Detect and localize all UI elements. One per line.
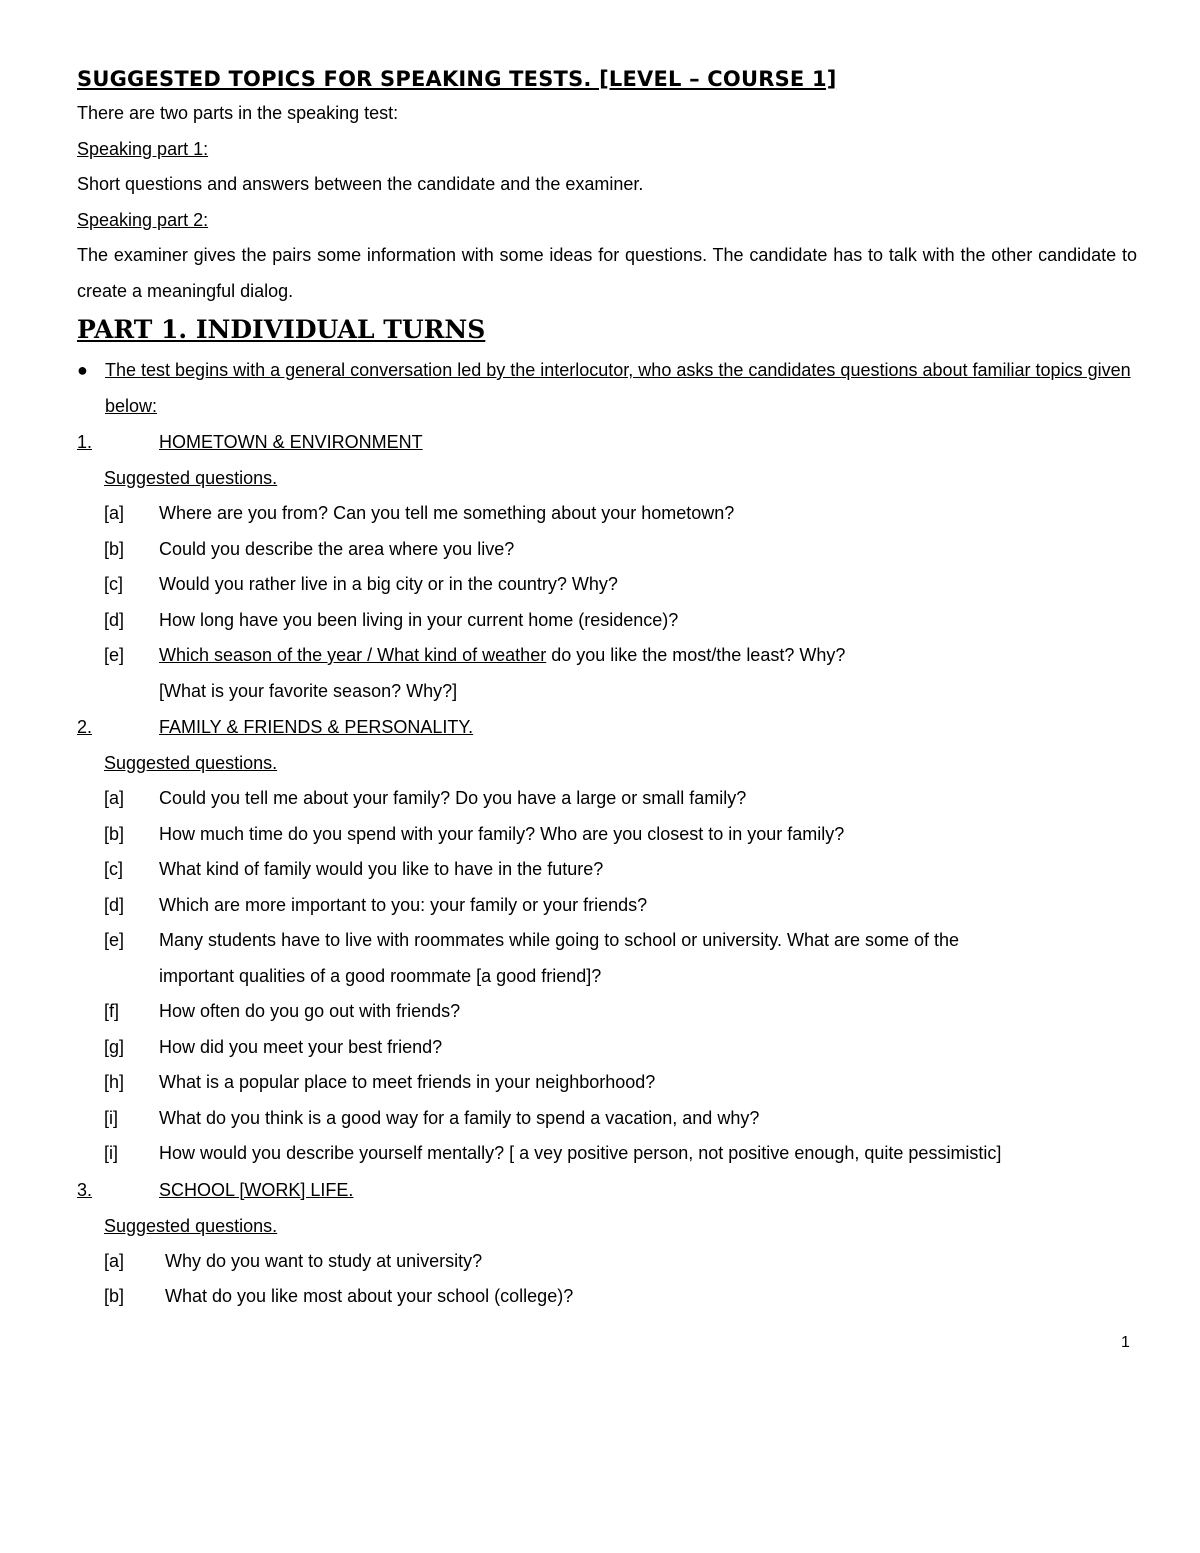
question-item: [104, 567, 1137, 603]
question-rest: do you like the most/the least? Why?: [546, 645, 846, 665]
question-item: [104, 852, 1137, 888]
question-text: Which are more important to you: your family or your friends?: [159, 894, 648, 915]
suggested-questions-label: Suggested questions.: [104, 468, 278, 488]
question-text: How often do you go out with friends?: [159, 1001, 461, 1021]
suggested-questions-label: Suggested questions.: [104, 753, 278, 773]
question-item: [104, 1030, 1137, 1066]
bullet-intro: [77, 353, 1137, 424]
question-item: [104, 923, 1137, 959]
question-text: Could you tell me about your family? Do you have a large or small family?: [159, 788, 747, 808]
question-item: [104, 781, 1137, 817]
topic-heading-3: [77, 1172, 1137, 1208]
question-item: [104, 1065, 1137, 1101]
question-item: [104, 603, 1137, 639]
question-label: [e]: [104, 930, 125, 950]
part-heading: PART 1. INDIVIDUAL TURNS: [77, 315, 486, 344]
question-label: [b]: [104, 823, 125, 844]
topic-heading-1: [77, 424, 1137, 460]
intro-text: There are two parts in the speaking test:: [77, 103, 399, 123]
question-item: [104, 496, 1137, 532]
question-continuation: important qualities of a good roommate [a good friend]?: [159, 965, 602, 986]
question-underlined-part: Which season of the year / What kind of weather: [159, 645, 547, 665]
question-text: Could you describe the area where you live?: [159, 538, 515, 559]
question-text: How much time do you spend with your family? Who are you closest to in your family?: [159, 823, 845, 844]
question-item: [104, 1279, 1137, 1315]
question-text: What do you think is a good way for a family to spend a vacation, and why?: [159, 1107, 760, 1128]
question-label: [a]: [104, 1250, 125, 1271]
question-label: [i]: [104, 1143, 119, 1163]
topic-number: 3.: [77, 1179, 93, 1200]
question-item: [104, 1136, 1137, 1172]
question-label: [i]: [104, 1107, 119, 1128]
bullet-text: The test begins with a general conversation led by the interlocutor, who asks the candidates questions about familiar topics given below:: [105, 360, 1131, 416]
bullet-icon: ●: [77, 360, 88, 380]
question-label: [g]: [104, 1036, 125, 1057]
question-text: [159, 638, 1137, 674]
question-label: [d]: [104, 609, 125, 630]
question-list-1: [77, 496, 1137, 709]
question-text: What is a popular place to meet friends in your neighborhood?: [159, 1072, 656, 1092]
question-list-2: [77, 781, 1137, 1172]
question-item: [104, 1101, 1137, 1137]
question-text: Many students have to live with roommates while going to school or university. What are some of the: [159, 930, 960, 950]
question-text: How long have you been living in your current home (residence)?: [159, 609, 679, 630]
question-label: [a]: [104, 503, 125, 523]
question-text: Where are you from? Can you tell me something about your hometown?: [159, 503, 735, 523]
topic-number: 1.: [77, 432, 93, 452]
topic-title: FAMILY & FRIENDS & PERSONALITY.: [159, 717, 474, 737]
part2-label: Speaking part 2:: [77, 209, 209, 230]
suggested-questions-label: Suggested questions.: [104, 1215, 278, 1236]
question-label: [b]: [104, 538, 125, 559]
topic-title: SCHOOL [WORK] LIFE.: [159, 1179, 354, 1200]
question-continuation: [What is your favorite season? Why?]: [159, 680, 458, 701]
question-label: [c]: [104, 574, 124, 594]
question-list-3: [77, 1244, 1137, 1315]
topic-number: 2.: [77, 717, 93, 737]
question-text: Why do you want to study at university?: [165, 1250, 483, 1271]
question-label: [a]: [104, 788, 125, 808]
question-label: [f]: [104, 1001, 120, 1021]
document-title: SUGGESTED TOPICS FOR SPEAKING TESTS. [LEVEL – COURSE 1]: [77, 67, 837, 91]
question-item: [104, 532, 1137, 568]
topic-title: HOMETOWN & ENVIRONMENT: [159, 432, 423, 452]
question-item: [104, 1244, 1137, 1280]
question-label: [b]: [104, 1286, 125, 1306]
question-item: [104, 817, 1137, 853]
question-text: What kind of family would you like to have in the future?: [159, 859, 604, 879]
document-page: [77, 62, 1137, 1315]
question-label: [h]: [104, 1072, 125, 1092]
question-text: How did you meet your best friend?: [159, 1036, 443, 1057]
question-label: [e]: [104, 645, 125, 665]
question-text: What do you like most about your school (college)?: [165, 1286, 574, 1306]
question-item: [104, 994, 1137, 1030]
part2-description: The examiner gives the pairs some information with some ideas for questions. The candidate has to talk with the other candidate to create a meaningful dialog.: [77, 245, 1137, 301]
question-label: [c]: [104, 859, 124, 879]
page-number: 1: [1121, 1334, 1130, 1351]
question-label: [d]: [104, 894, 125, 915]
question-text: How would you describe yourself mentally? [ a vey positive person, not positive enough, quite pessimistic]: [159, 1143, 1002, 1163]
part1-label: Speaking part 1:: [77, 138, 209, 159]
question-text: Would you rather live in a big city or in the country? Why?: [159, 574, 618, 594]
question-item: [104, 638, 1137, 674]
question-item: [104, 888, 1137, 924]
part1-description: Short questions and answers between the candidate and the examiner.: [77, 174, 644, 194]
topic-heading-2: [77, 709, 1137, 745]
